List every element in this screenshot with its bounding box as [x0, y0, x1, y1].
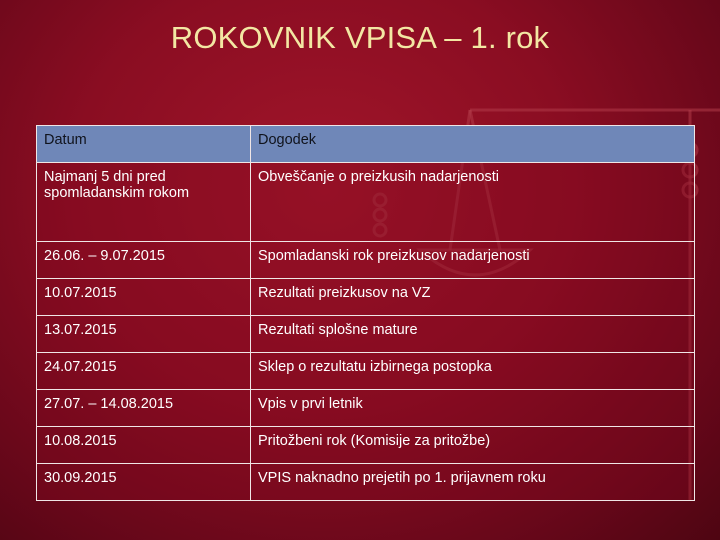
table-row: [37, 163, 695, 242]
date-cell: 24.07.2015: [37, 353, 251, 390]
event-cell: VPIS naknadno prejetih po 1. prijavnem roku: [251, 464, 695, 501]
table-header-row: [37, 126, 695, 163]
page-title: ROKOVNIK VPISA – 1. rok: [170, 20, 550, 55]
event-cell: Vpis v prvi letnik: [251, 390, 695, 427]
date-cell: 10.08.2015: [37, 427, 251, 464]
event-cell: Rezultati preizkusov na VZ: [251, 279, 695, 316]
date-cell: Najmanj 5 dni pred spomladanskim rokom: [37, 163, 251, 242]
event-cell: Pritožbeni rok (Komisije za pritožbe): [251, 427, 695, 464]
table-row: [37, 279, 695, 316]
event-cell: Obveščanje o preizkusih nadarjenosti: [251, 163, 695, 242]
date-cell: 30.09.2015: [37, 464, 251, 501]
table-row: [37, 242, 695, 279]
date-cell: 26.06. – 9.07.2015: [37, 242, 251, 279]
table-row: [37, 390, 695, 427]
event-cell: Rezultati splošne mature: [251, 316, 695, 353]
date-cell: 27.07. – 14.08.2015: [37, 390, 251, 427]
event-cell: Sklep o rezultatu izbirnega postopka: [251, 353, 695, 390]
column-header-event: Dogodek: [251, 126, 695, 163]
date-cell: 10.07.2015: [37, 279, 251, 316]
date-cell: 13.07.2015: [37, 316, 251, 353]
event-cell: Spomladanski rok preizkusov nadarjenosti: [251, 242, 695, 279]
table-row: [37, 464, 695, 501]
table-row: [37, 427, 695, 464]
table-row: [37, 316, 695, 353]
column-header-date: Datum: [37, 126, 251, 163]
table-row: [37, 353, 695, 390]
enrollment-schedule-table: [36, 125, 695, 501]
